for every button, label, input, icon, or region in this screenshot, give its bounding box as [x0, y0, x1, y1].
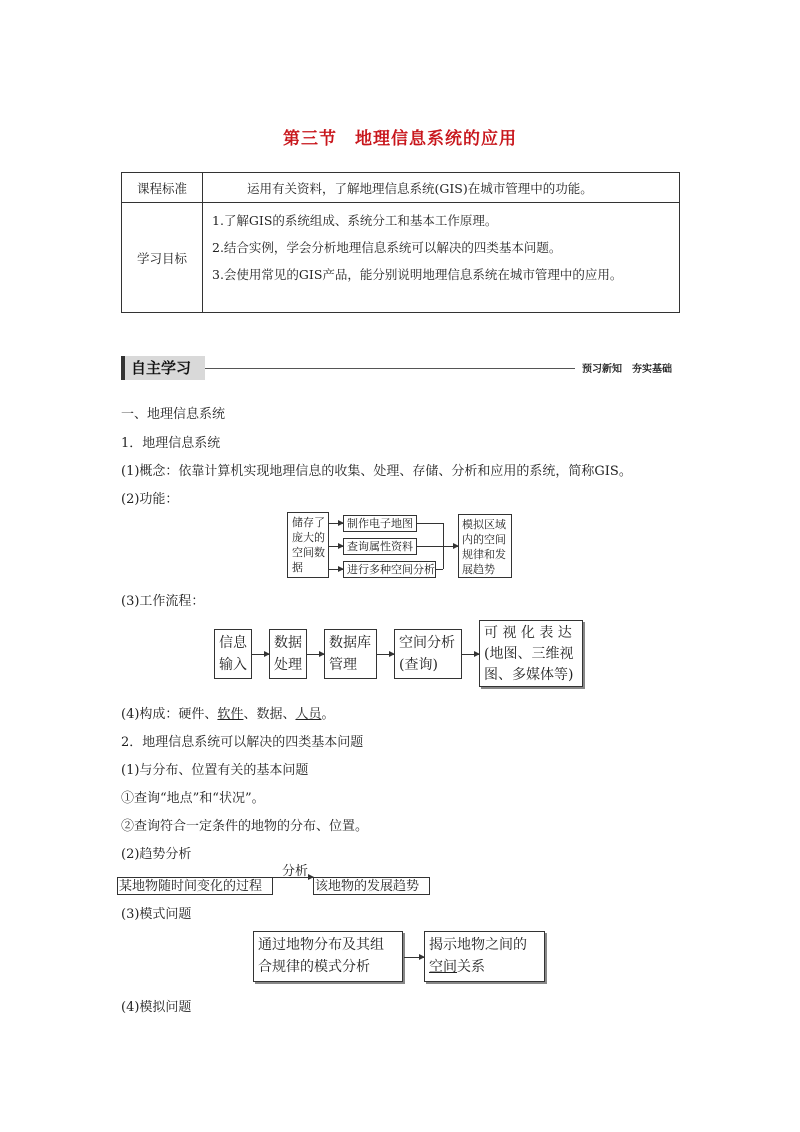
heading-2: 2．地理信息系统可以解决的四类基本问题 [121, 735, 364, 750]
function-box: 进行多种空间分析 [343, 561, 436, 578]
learning-goals-list [203, 203, 680, 313]
pattern-from-box: 通过地物分布及其组 合规律的模式分析 [253, 931, 403, 982]
question-1: (1)与分布、位置有关的基本问题 [121, 763, 309, 778]
table-row [122, 173, 680, 203]
section-subtitle: 预习新知 夯实基础 [582, 364, 672, 375]
workflow-step: 数据 处理 [269, 629, 307, 679]
function-source-box: 储存了庞大的空间数据 [287, 512, 329, 578]
arrow-icon [329, 523, 343, 524]
standards-table [121, 172, 680, 313]
function-box: 查询属性资料 [343, 538, 417, 555]
section-divider [205, 368, 575, 369]
goal-item: 1.了解GIS的系统组成、系统分工和基本工作原理。 [212, 213, 498, 228]
arrow-icon [307, 654, 324, 655]
arrow-icon [417, 546, 458, 547]
trend-arrow-label: 分析 [282, 864, 309, 879]
question-2: (2)趋势分析 [121, 847, 192, 862]
question-3: (3)模式问题 [121, 907, 192, 922]
composition-line: (4)构成：硬件、软件、数据、人员。 [121, 707, 335, 722]
page-title: 第三节 地理信息系统的应用 [283, 129, 517, 149]
trend-to-box: 该地物的发展趋势 [313, 877, 430, 895]
arrow-icon [462, 654, 479, 655]
question-4: (4)模拟问题 [121, 1000, 192, 1015]
heading-1-1: 1．地理信息系统 [121, 436, 221, 451]
goal-item: 3.会使用常见的GIS产品，能分别说明地理信息系统在城市管理中的应用。 [212, 267, 623, 282]
arrow-icon [273, 877, 313, 878]
function-box: 制作电子地图 [343, 515, 417, 532]
learning-goals-label: 学习目标 [122, 203, 203, 313]
section-header: 自主学习 [121, 356, 205, 380]
arrow-icon [377, 654, 394, 655]
table-row [122, 203, 680, 313]
function-line: (2)功能： [121, 492, 179, 507]
workflow-step: 信息 输入 [214, 629, 252, 679]
connector-line [417, 523, 443, 524]
arrow-icon [329, 546, 343, 547]
trend-from-box: 某地物随时间变化的过程 [117, 877, 273, 895]
pattern-to-box: 揭示地物之间的 空间关系 [424, 931, 545, 982]
function-result-box: 模拟区域内的空间规律和发展趋势 [458, 514, 512, 578]
course-standard-label: 课程标准 [122, 173, 203, 203]
arrow-icon [404, 957, 424, 958]
goal-item: 2.结合实例，学会分析地理信息系统可以解决的四类基本问题。 [212, 240, 562, 255]
workflow-line: (3)工作流程： [121, 594, 205, 609]
question-1a: ①查询“地点”和“状况”。 [121, 791, 265, 806]
arrow-icon [252, 654, 269, 655]
workflow-step: 空间分析 (查询) [394, 629, 462, 679]
workflow-step: 可 视 化 表 达 (地图、三维视 图、多媒体等) [479, 620, 583, 687]
concept-line: (1)概念：依靠计算机实现地理信息的收集、处理、存储、分析和应用的系统，简称GIS。 [121, 464, 632, 479]
course-standard-text: 运用有关资料，了解地理信息系统(GIS)在城市管理中的功能。 [203, 173, 680, 203]
arrow-icon [329, 569, 343, 570]
question-1b: ②查询符合一定条件的地物的分布、位置。 [121, 819, 369, 834]
heading-1: 一、地理信息系统 [121, 407, 226, 422]
workflow-step: 数据库 管理 [324, 629, 377, 679]
connector-line [436, 569, 443, 570]
